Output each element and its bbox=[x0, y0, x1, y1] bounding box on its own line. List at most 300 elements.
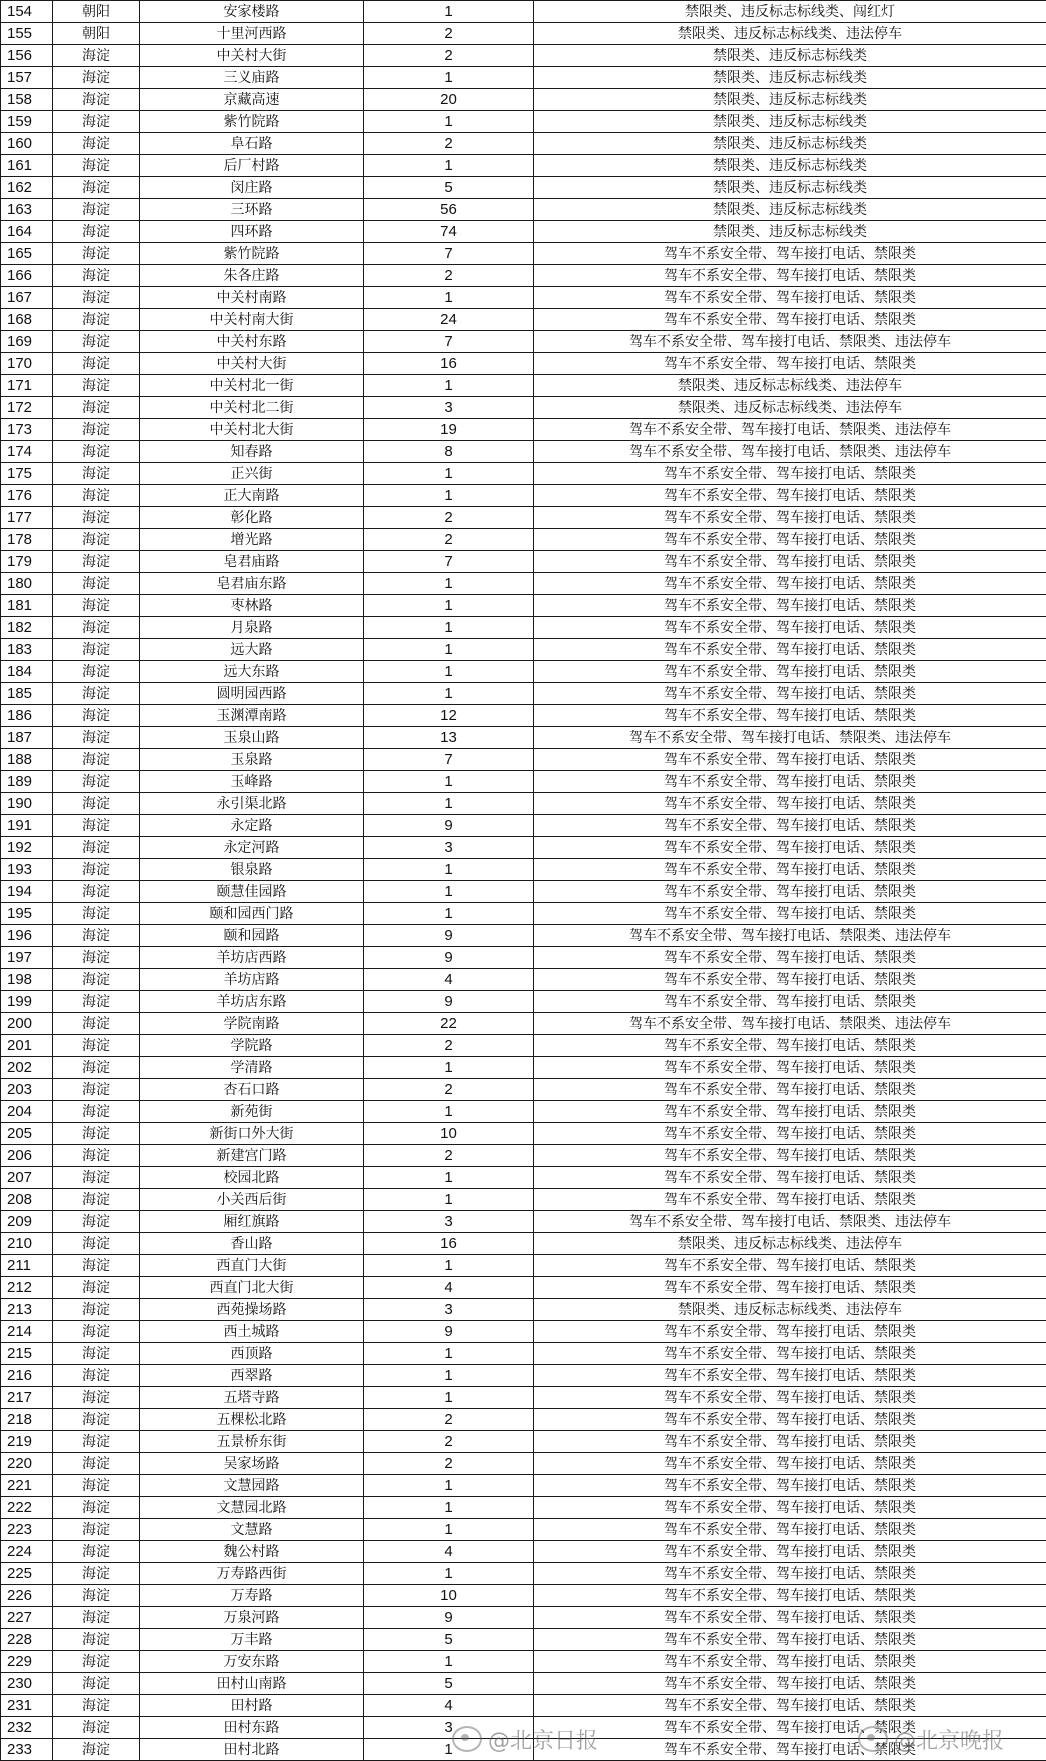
road-name-cell: 文慧园路 bbox=[140, 1475, 364, 1497]
district-cell: 海淀 bbox=[53, 1717, 140, 1739]
row-number-cell: 217 bbox=[1, 1387, 53, 1409]
count-cell: 13 bbox=[364, 727, 534, 749]
table-row bbox=[1, 507, 1046, 529]
road-name-cell: 紫竹院路 bbox=[140, 111, 364, 133]
count-cell: 1 bbox=[364, 661, 534, 683]
table-row bbox=[1, 1101, 1046, 1123]
count-cell: 7 bbox=[364, 243, 534, 265]
count-cell: 1 bbox=[364, 1057, 534, 1079]
district-cell: 海淀 bbox=[53, 881, 140, 903]
road-name-cell: 魏公村路 bbox=[140, 1541, 364, 1563]
row-number-cell: 174 bbox=[1, 441, 53, 463]
violation-types-cell: 驾车不系安全带、驾车接打电话、禁限类 bbox=[534, 793, 1046, 815]
table-row bbox=[1, 1365, 1046, 1387]
row-number-cell: 203 bbox=[1, 1079, 53, 1101]
count-cell: 8 bbox=[364, 441, 534, 463]
district-cell: 海淀 bbox=[53, 287, 140, 309]
road-name-cell: 三义庙路 bbox=[140, 67, 364, 89]
watermark-text: @北京日报 bbox=[488, 1724, 598, 1755]
district-cell: 海淀 bbox=[53, 1013, 140, 1035]
district-cell: 海淀 bbox=[53, 705, 140, 727]
violation-types-cell: 驾车不系安全带、驾车接打电话、禁限类 bbox=[534, 815, 1046, 837]
district-cell: 海淀 bbox=[53, 309, 140, 331]
count-cell: 7 bbox=[364, 551, 534, 573]
district-cell: 海淀 bbox=[53, 859, 140, 881]
district-cell: 海淀 bbox=[53, 1299, 140, 1321]
road-name-cell: 文慧路 bbox=[140, 1519, 364, 1541]
road-name-cell: 十里河西路 bbox=[140, 23, 364, 45]
road-name-cell: 颐和园路 bbox=[140, 925, 364, 947]
row-number-cell: 202 bbox=[1, 1057, 53, 1079]
district-cell: 海淀 bbox=[53, 507, 140, 529]
count-cell: 1 bbox=[364, 903, 534, 925]
road-name-cell: 永引渠北路 bbox=[140, 793, 364, 815]
row-number-cell: 194 bbox=[1, 881, 53, 903]
district-cell: 海淀 bbox=[53, 67, 140, 89]
table-row bbox=[1, 1563, 1046, 1585]
table-row bbox=[1, 1035, 1046, 1057]
table-row bbox=[1, 111, 1046, 133]
district-cell: 海淀 bbox=[53, 749, 140, 771]
count-cell: 2 bbox=[364, 133, 534, 155]
row-number-cell: 213 bbox=[1, 1299, 53, 1321]
district-cell: 海淀 bbox=[53, 1189, 140, 1211]
road-name-cell: 田村东路 bbox=[140, 1717, 364, 1739]
district-cell: 海淀 bbox=[53, 1409, 140, 1431]
table-row bbox=[1, 1673, 1046, 1695]
violation-types-cell: 驾车不系安全带、驾车接打电话、禁限类 bbox=[534, 749, 1046, 771]
row-number-cell: 187 bbox=[1, 727, 53, 749]
road-name-cell: 小关西后街 bbox=[140, 1189, 364, 1211]
count-cell: 20 bbox=[364, 89, 534, 111]
violation-types-cell: 驾车不系安全带、驾车接打电话、禁限类 bbox=[534, 1541, 1046, 1563]
district-cell: 海淀 bbox=[53, 419, 140, 441]
district-cell: 海淀 bbox=[53, 485, 140, 507]
count-cell: 1 bbox=[364, 375, 534, 397]
row-number-cell: 158 bbox=[1, 89, 53, 111]
row-number-cell: 154 bbox=[1, 1, 53, 23]
district-cell: 海淀 bbox=[53, 529, 140, 551]
violation-types-cell: 驾车不系安全带、驾车接打电话、禁限类 bbox=[534, 485, 1046, 507]
watermark-text: @北京晚报 bbox=[894, 1724, 1004, 1755]
district-cell: 海淀 bbox=[53, 1629, 140, 1651]
violation-types-cell: 禁限类、违反标志标线类、违法停车 bbox=[534, 1233, 1046, 1255]
road-name-cell: 紫竹院路 bbox=[140, 243, 364, 265]
count-cell: 1 bbox=[364, 485, 534, 507]
table-row bbox=[1, 199, 1046, 221]
road-name-cell: 阜石路 bbox=[140, 133, 364, 155]
count-cell: 1 bbox=[364, 67, 534, 89]
district-cell: 海淀 bbox=[53, 1387, 140, 1409]
road-name-cell: 银泉路 bbox=[140, 859, 364, 881]
district-cell: 海淀 bbox=[53, 243, 140, 265]
road-name-cell: 中关村大街 bbox=[140, 353, 364, 375]
road-name-cell: 新建宫门路 bbox=[140, 1145, 364, 1167]
district-cell: 海淀 bbox=[53, 1321, 140, 1343]
district-cell: 海淀 bbox=[53, 969, 140, 991]
district-cell: 海淀 bbox=[53, 1585, 140, 1607]
row-number-cell: 226 bbox=[1, 1585, 53, 1607]
road-name-cell: 万丰路 bbox=[140, 1629, 364, 1651]
count-cell: 1 bbox=[364, 617, 534, 639]
district-cell: 海淀 bbox=[53, 353, 140, 375]
road-name-cell: 正兴街 bbox=[140, 463, 364, 485]
violation-types-cell: 驾车不系安全带、驾车接打电话、禁限类 bbox=[534, 1519, 1046, 1541]
violation-types-cell: 驾车不系安全带、驾车接打电话、禁限类、违法停车 bbox=[534, 925, 1046, 947]
row-number-cell: 163 bbox=[1, 199, 53, 221]
row-number-cell: 218 bbox=[1, 1409, 53, 1431]
table-row bbox=[1, 1651, 1046, 1673]
district-cell: 海淀 bbox=[53, 1453, 140, 1475]
table-row bbox=[1, 771, 1046, 793]
count-cell: 1 bbox=[364, 1189, 534, 1211]
table-row bbox=[1, 353, 1046, 375]
violation-types-cell: 驾车不系安全带、驾车接打电话、禁限类 bbox=[534, 1387, 1046, 1409]
road-name-cell: 西直门北大街 bbox=[140, 1277, 364, 1299]
violation-types-cell: 驾车不系安全带、驾车接打电话、禁限类 bbox=[534, 947, 1046, 969]
road-name-cell: 中关村南大街 bbox=[140, 309, 364, 331]
row-number-cell: 159 bbox=[1, 111, 53, 133]
count-cell: 9 bbox=[364, 1321, 534, 1343]
violation-types-cell: 禁限类、违反标志标线类、违法停车 bbox=[534, 375, 1046, 397]
violation-types-cell: 驾车不系安全带、驾车接打电话、禁限类、违法停车 bbox=[534, 727, 1046, 749]
road-name-cell: 田村路 bbox=[140, 1695, 364, 1717]
road-name-cell: 羊坊店东路 bbox=[140, 991, 364, 1013]
violation-types-cell: 驾车不系安全带、驾车接打电话、禁限类 bbox=[534, 1277, 1046, 1299]
count-cell: 1 bbox=[364, 1167, 534, 1189]
violation-types-cell: 禁限类、违反标志标线类、违法停车 bbox=[534, 397, 1046, 419]
district-cell: 海淀 bbox=[53, 1233, 140, 1255]
violation-types-cell: 驾车不系安全带、驾车接打电话、禁限类 bbox=[534, 881, 1046, 903]
violation-types-cell: 驾车不系安全带、驾车接打电话、禁限类 bbox=[534, 463, 1046, 485]
violation-types-cell: 驾车不系安全带、驾车接打电话、禁限类 bbox=[534, 243, 1046, 265]
row-number-cell: 161 bbox=[1, 155, 53, 177]
row-number-cell: 205 bbox=[1, 1123, 53, 1145]
table-row bbox=[1, 287, 1046, 309]
count-cell: 1 bbox=[364, 639, 534, 661]
road-name-cell: 玉峰路 bbox=[140, 771, 364, 793]
road-name-cell: 厢红旗路 bbox=[140, 1211, 364, 1233]
district-cell: 海淀 bbox=[53, 595, 140, 617]
table-row bbox=[1, 683, 1046, 705]
violation-types-cell: 驾车不系安全带、驾车接打电话、禁限类 bbox=[534, 595, 1046, 617]
road-name-cell: 皂君庙东路 bbox=[140, 573, 364, 595]
road-name-cell: 知春路 bbox=[140, 441, 364, 463]
count-cell: 9 bbox=[364, 1607, 534, 1629]
table-row bbox=[1, 221, 1046, 243]
row-number-cell: 200 bbox=[1, 1013, 53, 1035]
road-name-cell: 安家楼路 bbox=[140, 1, 364, 23]
count-cell: 9 bbox=[364, 991, 534, 1013]
road-name-cell: 月泉路 bbox=[140, 617, 364, 639]
row-number-cell: 157 bbox=[1, 67, 53, 89]
violation-types-cell: 驾车不系安全带、驾车接打电话、禁限类 bbox=[534, 1497, 1046, 1519]
count-cell: 1 bbox=[364, 1, 534, 23]
row-number-cell: 192 bbox=[1, 837, 53, 859]
row-number-cell: 216 bbox=[1, 1365, 53, 1387]
district-cell: 海淀 bbox=[53, 45, 140, 67]
violation-types-cell: 驾车不系安全带、驾车接打电话、禁限类 bbox=[534, 573, 1046, 595]
row-number-cell: 156 bbox=[1, 45, 53, 67]
road-name-cell: 学清路 bbox=[140, 1057, 364, 1079]
table-row bbox=[1, 1123, 1046, 1145]
table-row bbox=[1, 859, 1046, 881]
table-row bbox=[1, 177, 1046, 199]
road-name-cell: 永定河路 bbox=[140, 837, 364, 859]
count-cell: 1 bbox=[364, 1497, 534, 1519]
violation-types-cell: 驾车不系安全带、驾车接打电话、禁限类 bbox=[534, 1629, 1046, 1651]
violation-types-cell: 驾车不系安全带、驾车接打电话、禁限类 bbox=[534, 1255, 1046, 1277]
table-row bbox=[1, 1585, 1046, 1607]
row-number-cell: 209 bbox=[1, 1211, 53, 1233]
table-row bbox=[1, 45, 1046, 67]
district-cell: 朝阳 bbox=[53, 23, 140, 45]
row-number-cell: 167 bbox=[1, 287, 53, 309]
district-cell: 海淀 bbox=[53, 1651, 140, 1673]
violation-types-cell: 驾车不系安全带、驾车接打电话、禁限类 bbox=[534, 309, 1046, 331]
count-cell: 2 bbox=[364, 1431, 534, 1453]
row-number-cell: 220 bbox=[1, 1453, 53, 1475]
row-number-cell: 176 bbox=[1, 485, 53, 507]
row-number-cell: 171 bbox=[1, 375, 53, 397]
count-cell: 1 bbox=[364, 1101, 534, 1123]
row-number-cell: 189 bbox=[1, 771, 53, 793]
district-cell: 海淀 bbox=[53, 1695, 140, 1717]
row-number-cell: 198 bbox=[1, 969, 53, 991]
table-row bbox=[1, 925, 1046, 947]
district-cell: 海淀 bbox=[53, 815, 140, 837]
violation-types-cell: 禁限类、违反标志标线类 bbox=[534, 89, 1046, 111]
count-cell: 7 bbox=[364, 331, 534, 353]
road-name-cell: 新苑街 bbox=[140, 1101, 364, 1123]
table-row bbox=[1, 1211, 1046, 1233]
road-name-cell: 圆明园西路 bbox=[140, 683, 364, 705]
violation-types-cell: 驾车不系安全带、驾车接打电话、禁限类 bbox=[534, 771, 1046, 793]
table-row bbox=[1, 67, 1046, 89]
violation-types-cell: 禁限类、违反标志标线类 bbox=[534, 67, 1046, 89]
row-number-cell: 168 bbox=[1, 309, 53, 331]
count-cell: 4 bbox=[364, 1695, 534, 1717]
count-cell: 16 bbox=[364, 1233, 534, 1255]
road-name-cell: 西土城路 bbox=[140, 1321, 364, 1343]
road-name-cell: 香山路 bbox=[140, 1233, 364, 1255]
district-cell: 海淀 bbox=[53, 89, 140, 111]
violation-types-cell: 驾车不系安全带、驾车接打电话、禁限类 bbox=[534, 859, 1046, 881]
district-cell: 海淀 bbox=[53, 441, 140, 463]
count-cell: 22 bbox=[364, 1013, 534, 1035]
violation-types-cell: 驾车不系安全带、驾车接打电话、禁限类 bbox=[534, 551, 1046, 573]
table-row bbox=[1, 23, 1046, 45]
violation-types-cell: 驾车不系安全带、驾车接打电话、禁限类 bbox=[534, 1123, 1046, 1145]
district-cell: 海淀 bbox=[53, 155, 140, 177]
row-number-cell: 225 bbox=[1, 1563, 53, 1585]
count-cell: 1 bbox=[364, 287, 534, 309]
violation-types-cell: 驾车不系安全带、驾车接打电话、禁限类、违法停车 bbox=[534, 1211, 1046, 1233]
road-name-cell: 闵庄路 bbox=[140, 177, 364, 199]
road-name-cell: 玉泉山路 bbox=[140, 727, 364, 749]
road-name-cell: 田村山南路 bbox=[140, 1673, 364, 1695]
row-number-cell: 170 bbox=[1, 353, 53, 375]
road-name-cell: 文慧园北路 bbox=[140, 1497, 364, 1519]
count-cell: 1 bbox=[364, 881, 534, 903]
count-cell: 4 bbox=[364, 969, 534, 991]
table-row bbox=[1, 1299, 1046, 1321]
row-number-cell: 208 bbox=[1, 1189, 53, 1211]
violation-types-cell: 驾车不系安全带、驾车接打电话、禁限类 bbox=[534, 1101, 1046, 1123]
count-cell: 24 bbox=[364, 309, 534, 331]
district-cell: 海淀 bbox=[53, 683, 140, 705]
violation-types-cell: 禁限类、违反标志标线类 bbox=[534, 177, 1046, 199]
violation-types-cell: 驾车不系安全带、驾车接打电话、禁限类 bbox=[534, 683, 1046, 705]
row-number-cell: 155 bbox=[1, 23, 53, 45]
table-row bbox=[1, 837, 1046, 859]
violation-types-cell: 驾车不系安全带、驾车接打电话、禁限类 bbox=[534, 1563, 1046, 1585]
count-cell: 10 bbox=[364, 1123, 534, 1145]
road-name-cell: 彰化路 bbox=[140, 507, 364, 529]
district-cell: 海淀 bbox=[53, 991, 140, 1013]
district-cell: 海淀 bbox=[53, 1475, 140, 1497]
row-number-cell: 197 bbox=[1, 947, 53, 969]
road-name-cell: 中关村北一街 bbox=[140, 375, 364, 397]
violation-types-cell: 驾车不系安全带、驾车接打电话、禁限类 bbox=[534, 1673, 1046, 1695]
row-number-cell: 186 bbox=[1, 705, 53, 727]
violation-types-cell: 驾车不系安全带、驾车接打电话、禁限类、违法停车 bbox=[534, 419, 1046, 441]
violation-types-cell: 驾车不系安全带、驾车接打电话、禁限类 bbox=[534, 1079, 1046, 1101]
road-name-cell: 中关村大街 bbox=[140, 45, 364, 67]
row-number-cell: 188 bbox=[1, 749, 53, 771]
count-cell: 1 bbox=[364, 1365, 534, 1387]
row-number-cell: 230 bbox=[1, 1673, 53, 1695]
district-cell: 海淀 bbox=[53, 1255, 140, 1277]
count-cell: 1 bbox=[364, 1651, 534, 1673]
road-name-cell: 五棵松北路 bbox=[140, 1409, 364, 1431]
count-cell: 1 bbox=[364, 1739, 534, 1761]
road-name-cell: 颐慧佳园路 bbox=[140, 881, 364, 903]
district-cell: 朝阳 bbox=[53, 1, 140, 23]
district-cell: 海淀 bbox=[53, 111, 140, 133]
count-cell: 56 bbox=[364, 199, 534, 221]
district-cell: 海淀 bbox=[53, 1739, 140, 1761]
count-cell: 74 bbox=[364, 221, 534, 243]
row-number-cell: 231 bbox=[1, 1695, 53, 1717]
table-row bbox=[1, 1629, 1046, 1651]
road-name-cell: 校园北路 bbox=[140, 1167, 364, 1189]
count-cell: 10 bbox=[364, 1585, 534, 1607]
table-row bbox=[1, 1453, 1046, 1475]
district-cell: 海淀 bbox=[53, 639, 140, 661]
row-number-cell: 210 bbox=[1, 1233, 53, 1255]
count-cell: 2 bbox=[364, 45, 534, 67]
table-row bbox=[1, 1057, 1046, 1079]
violation-types-cell: 驾车不系安全带、驾车接打电话、禁限类 bbox=[534, 507, 1046, 529]
road-name-cell: 学院南路 bbox=[140, 1013, 364, 1035]
table-row bbox=[1, 573, 1046, 595]
row-number-cell: 191 bbox=[1, 815, 53, 837]
road-name-cell: 西直门大街 bbox=[140, 1255, 364, 1277]
district-cell: 海淀 bbox=[53, 265, 140, 287]
count-cell: 4 bbox=[364, 1541, 534, 1563]
row-number-cell: 165 bbox=[1, 243, 53, 265]
row-number-cell: 173 bbox=[1, 419, 53, 441]
row-number-cell: 195 bbox=[1, 903, 53, 925]
count-cell: 2 bbox=[364, 529, 534, 551]
table-row bbox=[1, 617, 1046, 639]
road-name-cell: 远大路 bbox=[140, 639, 364, 661]
violation-types-cell: 驾车不系安全带、驾车接打电话、禁限类 bbox=[534, 1145, 1046, 1167]
road-name-cell: 学院路 bbox=[140, 1035, 364, 1057]
district-cell: 海淀 bbox=[53, 1167, 140, 1189]
violation-types-cell: 禁限类、违反标志标线类、违法停车 bbox=[534, 23, 1046, 45]
violation-types-cell: 禁限类、违反标志标线类 bbox=[534, 199, 1046, 221]
row-number-cell: 212 bbox=[1, 1277, 53, 1299]
table-row bbox=[1, 1145, 1046, 1167]
table-row bbox=[1, 1079, 1046, 1101]
district-cell: 海淀 bbox=[53, 1431, 140, 1453]
violation-types-cell: 驾车不系安全带、驾车接打电话、禁限类 bbox=[534, 1343, 1046, 1365]
violation-types-cell: 驾车不系安全带、驾车接打电话、禁限类 bbox=[534, 969, 1046, 991]
road-name-cell: 新街口外大街 bbox=[140, 1123, 364, 1145]
district-cell: 海淀 bbox=[53, 1563, 140, 1585]
table-row bbox=[1, 1607, 1046, 1629]
road-name-cell: 杏石口路 bbox=[140, 1079, 364, 1101]
district-cell: 海淀 bbox=[53, 925, 140, 947]
table-row bbox=[1, 1277, 1046, 1299]
road-name-cell: 吴家场路 bbox=[140, 1453, 364, 1475]
count-cell: 1 bbox=[364, 859, 534, 881]
violation-types-cell: 驾车不系安全带、驾车接打电话、禁限类 bbox=[534, 639, 1046, 661]
district-cell: 海淀 bbox=[53, 1035, 140, 1057]
violation-types-cell: 驾车不系安全带、驾车接打电话、禁限类 bbox=[534, 1453, 1046, 1475]
row-number-cell: 232 bbox=[1, 1717, 53, 1739]
row-number-cell: 233 bbox=[1, 1739, 53, 1761]
table-row bbox=[1, 1497, 1046, 1519]
table-row bbox=[1, 463, 1046, 485]
violation-types-cell: 禁限类、违反标志标线类 bbox=[534, 111, 1046, 133]
district-cell: 海淀 bbox=[53, 617, 140, 639]
table-row bbox=[1, 1695, 1046, 1717]
table-row bbox=[1, 441, 1046, 463]
row-number-cell: 224 bbox=[1, 1541, 53, 1563]
table-row bbox=[1, 1387, 1046, 1409]
district-cell: 海淀 bbox=[53, 1211, 140, 1233]
row-number-cell: 227 bbox=[1, 1607, 53, 1629]
violation-types-cell: 驾车不系安全带、驾车接打电话、禁限类 bbox=[534, 1365, 1046, 1387]
count-cell: 9 bbox=[364, 947, 534, 969]
table-row bbox=[1, 1167, 1046, 1189]
violation-types-cell: 驾车不系安全带、驾车接打电话、禁限类 bbox=[534, 1057, 1046, 1079]
row-number-cell: 219 bbox=[1, 1431, 53, 1453]
table-row bbox=[1, 133, 1046, 155]
district-cell: 海淀 bbox=[53, 199, 140, 221]
table-row bbox=[1, 89, 1046, 111]
district-cell: 海淀 bbox=[53, 397, 140, 419]
row-number-cell: 180 bbox=[1, 573, 53, 595]
row-number-cell: 177 bbox=[1, 507, 53, 529]
district-cell: 海淀 bbox=[53, 1101, 140, 1123]
count-cell: 1 bbox=[364, 1343, 534, 1365]
violation-types-cell: 驾车不系安全带、驾车接打电话、禁限类 bbox=[534, 837, 1046, 859]
row-number-cell: 162 bbox=[1, 177, 53, 199]
row-number-cell: 204 bbox=[1, 1101, 53, 1123]
violation-types-cell: 驾车不系安全带、驾车接打电话、禁限类 bbox=[534, 265, 1046, 287]
count-cell: 3 bbox=[364, 1717, 534, 1739]
count-cell: 2 bbox=[364, 1409, 534, 1431]
violation-types-cell: 驾车不系安全带、驾车接打电话、禁限类 bbox=[534, 529, 1046, 551]
table-row bbox=[1, 903, 1046, 925]
road-name-cell: 增光路 bbox=[140, 529, 364, 551]
count-cell: 1 bbox=[364, 595, 534, 617]
violation-types-cell: 驾车不系安全带、驾车接打电话、禁限类 bbox=[534, 1475, 1046, 1497]
